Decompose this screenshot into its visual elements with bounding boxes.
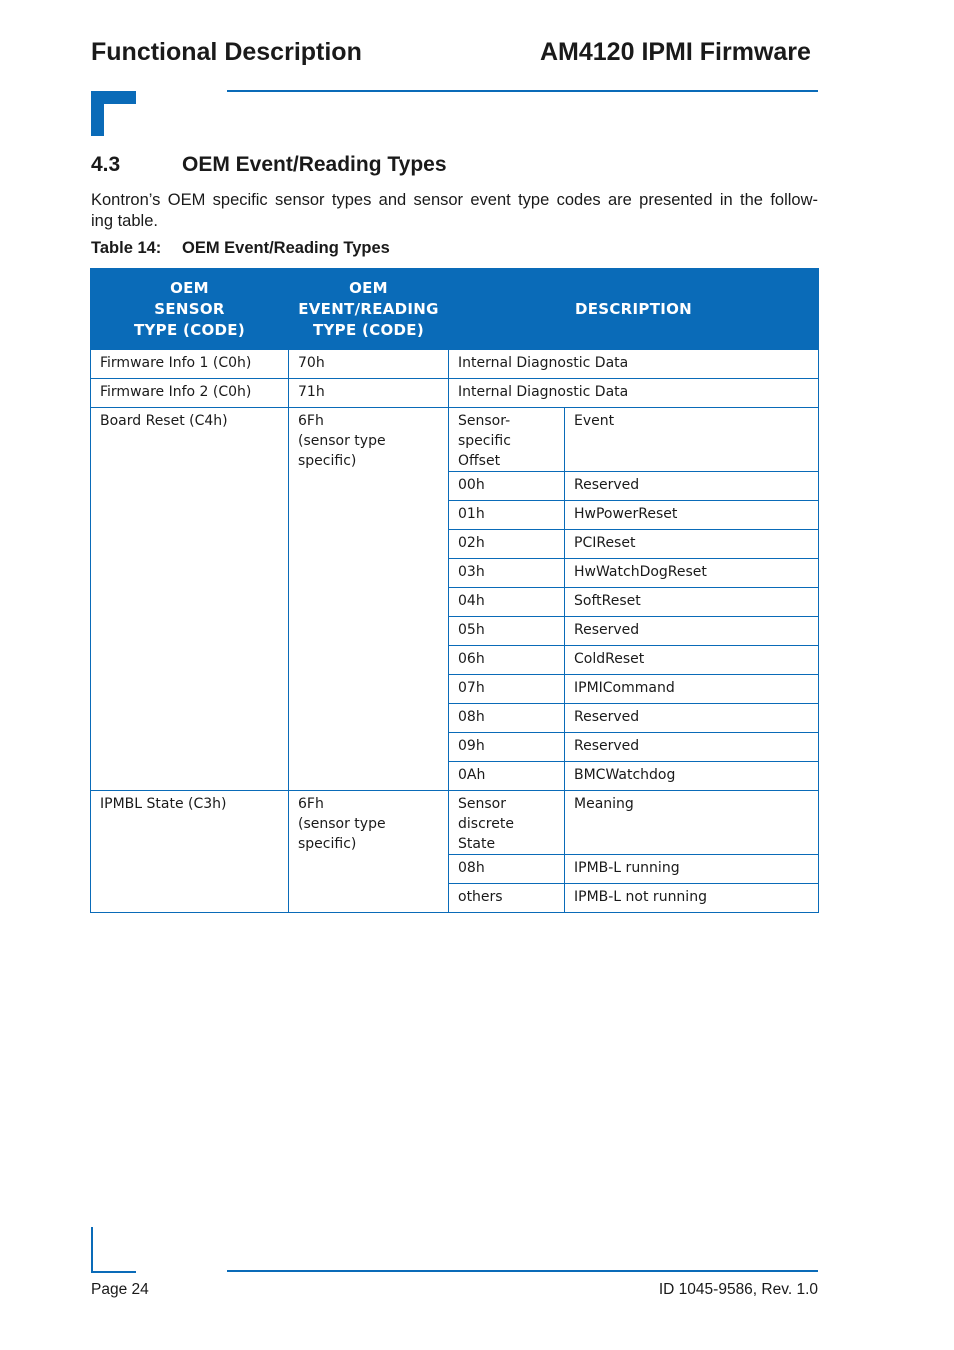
header-oem-event-reading-type: OEM EVENT/READING TYPE (CODE): [289, 269, 449, 350]
cell-offset: 08h: [458, 709, 485, 725]
subheader-state: Sensor discrete State: [458, 796, 514, 852]
document-id: ID 1045-9586, Rev. 1.0: [658, 1281, 818, 1298]
cell-offset: 07h: [458, 680, 485, 696]
cell-offset: 04h: [458, 593, 485, 609]
header-oem-sensor-type: OEM SENSOR TYPE (CODE): [91, 269, 289, 350]
cell-description: Internal Diagnostic Data: [458, 355, 629, 371]
table-row: [91, 379, 819, 408]
cell-sensor: Firmware Info 1 (C0h): [100, 355, 252, 371]
cell-meaning: IPMB-L not running: [574, 889, 707, 905]
cell-event: SoftReset: [574, 593, 641, 609]
subheader-event: Event: [574, 413, 615, 429]
cell-sensor: IPMBL State (C3h): [100, 796, 227, 812]
section-number: 4.3: [91, 153, 121, 176]
intro-line-2: ing table.: [91, 212, 158, 230]
cell-event-type: 70h: [298, 355, 325, 371]
footer-rule: [227, 1270, 818, 1272]
cell-event: Reserved: [574, 477, 640, 493]
cell-event: HwWatchDogReset: [574, 564, 707, 580]
page-number: Page 24: [91, 1281, 149, 1298]
footer-corner-bracket-icon: [91, 1227, 136, 1273]
cell-event-type: 71h: [298, 384, 325, 400]
header-rule: [227, 90, 818, 92]
cell-offset: 06h: [458, 651, 485, 667]
cell-event-type: 6Fh (sensor type specific): [298, 413, 386, 469]
cell-event: Reserved: [574, 738, 640, 754]
intro-paragraph: [91, 190, 818, 232]
header-description: DESCRIPTION: [449, 269, 819, 350]
oem-types-table: [90, 268, 819, 913]
cell-event-type: 6Fh (sensor type specific): [298, 796, 386, 852]
cell-state: others: [458, 889, 503, 905]
cell-event: Reserved: [574, 622, 640, 638]
section-title: OEM Event/Reading Types: [182, 153, 447, 176]
cell-event: BMCWatchdog: [574, 767, 676, 783]
cell-offset: 05h: [458, 622, 485, 638]
header-section-title: Functional Description: [91, 38, 362, 66]
table-caption-label: Table 14:: [91, 239, 162, 257]
cell-sensor: Board Reset (C4h): [100, 413, 228, 429]
cell-offset: 0Ah: [458, 767, 486, 783]
table-header-row: [91, 269, 819, 350]
cell-event: ColdReset: [574, 651, 645, 667]
cell-sensor: Firmware Info 2 (C0h): [100, 384, 252, 400]
cell-meaning: IPMB-L running: [574, 860, 680, 876]
cell-offset: 02h: [458, 535, 485, 551]
cell-offset: 09h: [458, 738, 485, 754]
table-row-board-reset: [91, 408, 819, 472]
table-caption-title: OEM Event/Reading Types: [182, 239, 390, 257]
intro-line-1: Kontron’s OEM specific sensor types and sensor event type codes are presented in the follow-: [91, 191, 818, 209]
cell-offset: 03h: [458, 564, 485, 580]
subheader-offset: Sensor-specific Offset: [458, 413, 511, 469]
cell-offset: 00h: [458, 477, 485, 493]
table-row: [91, 350, 819, 379]
table-row-ipmbl-state: [91, 791, 819, 855]
cell-event: IPMICommand: [574, 680, 675, 696]
cell-description: Internal Diagnostic Data: [458, 384, 629, 400]
cell-event: HwPowerReset: [574, 506, 678, 522]
cell-event: Reserved: [574, 709, 640, 725]
header-product-title: AM4120 IPMI Firmware: [540, 38, 811, 66]
corner-bracket-icon: [91, 91, 136, 136]
cell-state: 08h: [458, 860, 485, 876]
subheader-meaning: Meaning: [574, 796, 634, 812]
cell-offset: 01h: [458, 506, 485, 522]
cell-event: PCIReset: [574, 535, 636, 551]
